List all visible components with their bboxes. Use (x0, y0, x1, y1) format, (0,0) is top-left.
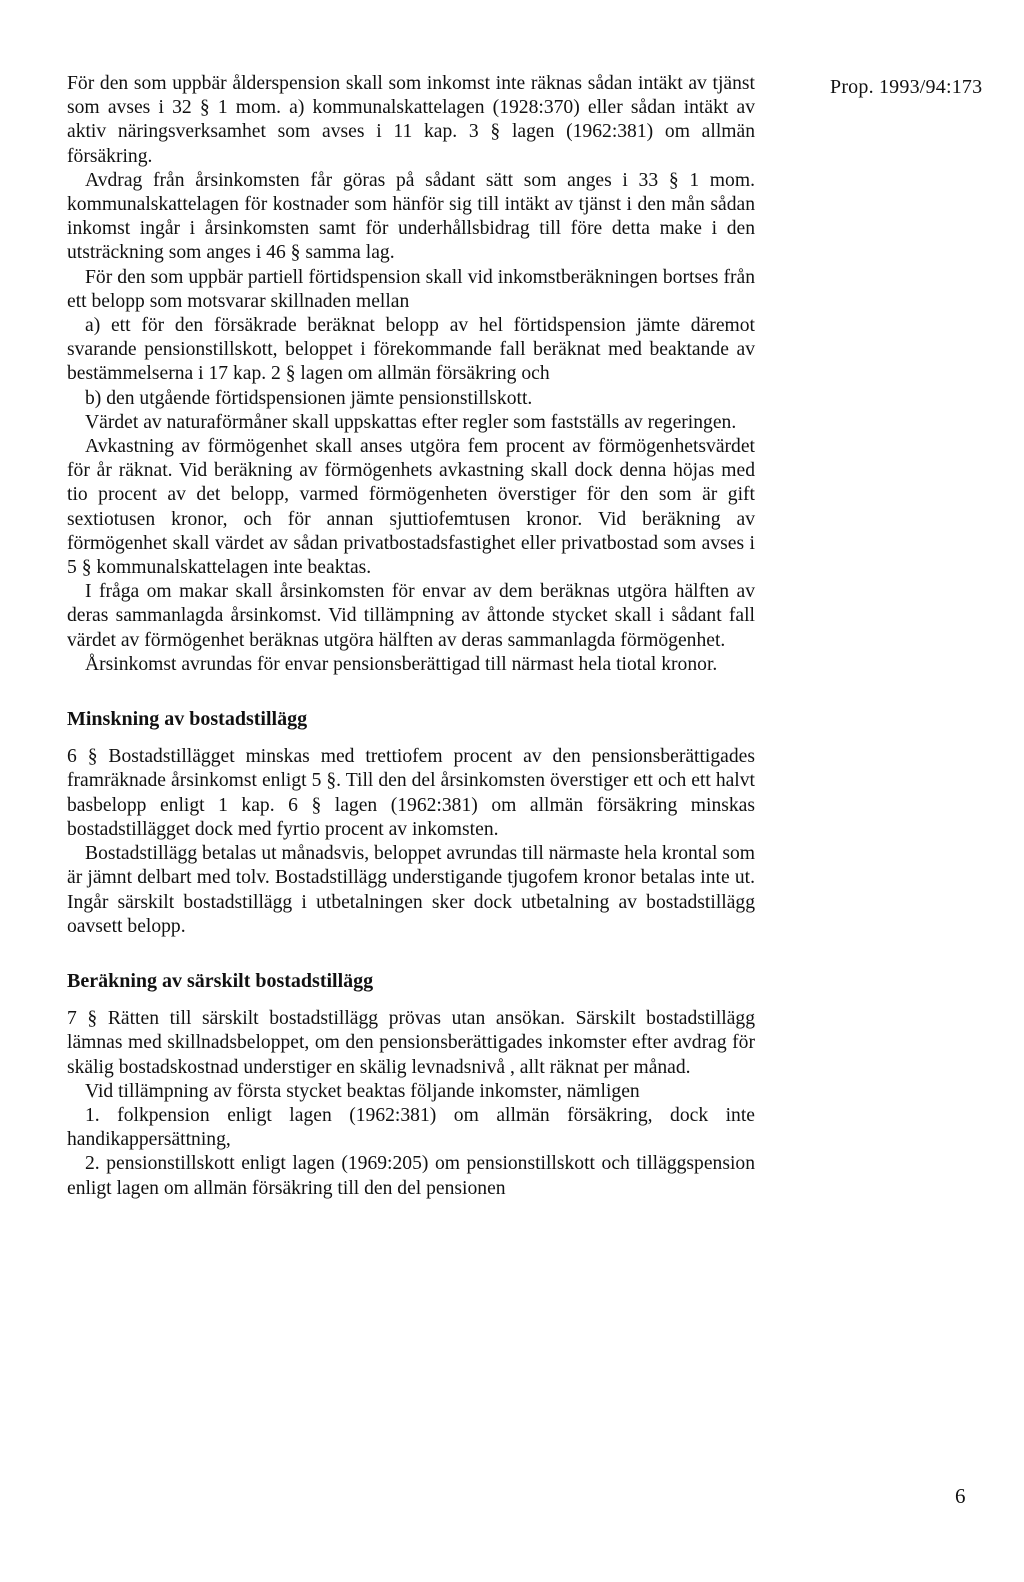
paragraph: Avkastning av förmögenhet skall anses utgöra fem procent av förmögenhetsvärdet för år räknat. Vid beräkning av förmögenhets avkastning skall dock denna höjas med tio procent av det belopp, varmed förmögenheten överstiger för den som är gift sextiotusen kronor, och för annan sjuttiofemtusen kronor. Vid beräkning av förmögenhet skall värdet av sådan privatbostadsfastighet eller privatbostad som avses i 5 § kommunalskattelagen inte beaktas. (67, 436, 755, 579)
paragraph: 7 § Rätten till särskilt bostadstillägg prövas utan ansökan. Särskilt bostadstillägg lämnas med skillnadsbeloppet, om den pensionsberättigades inkomster efter avdrag för skälig bostadskostnad understiger en skälig levnadsnivå , allt räknat per månad. (67, 1008, 755, 1078)
page-number: 6 (955, 1484, 966, 1508)
paragraph: Årsinkomst avrundas för envar pensionsberättigad till närmast hela tiotal kronor. (85, 653, 718, 675)
paragraph: I fråga om makar skall årsinkomsten för envar av dem beräknas utgöra hälften av deras sammanlagda årsinkomst. Vid tillämpning av åttonde stycket skall i sådant fall värdet av förmögenhet beräknas utgöra hälften av deras sammanlagda förmögenhet. (67, 581, 755, 651)
list-item: 1. folkpension enligt lagen (1962:381) om allmän försäkring, dock inte handikappersättning, (67, 1104, 755, 1151)
paragraph: 6 § Bostadstillägget minskas med trettiofem procent av den pensionsberättigades framräknade årsinkomst enligt 5 §. Till den del årsinkomsten överstiger ett och ett halvt basbelopp enligt 1 kap. 6 § lagen (1962:381) om allmän försäkring minskas bostadstillägget dock med fyrtio procent av inkomsten. (67, 746, 755, 840)
list-item: 2. pensionstillskott enligt lagen (1969:205) om pensionstillskott och tilläggspension enligt lagen om allmän försäkring till den del pensionen (67, 1153, 755, 1199)
section-heading-minskning: Minskning av bostadstillägg (67, 708, 308, 731)
paragraph: För den som uppbär ålderspension skall som inkomst inte räknas sådan intäkt av tjänst som avses i 32 § 1 mom. a) kommunalskattelagen (1928:370) eller sådan intäkt av aktiv näringsverksamhet som avses i 11 kap. 3 § lagen (1962:381) om allmän försäkring. (67, 73, 755, 167)
list-item: b) den utgående förtidspensionen jämte pensionstillskott. (85, 387, 533, 409)
paragraph: Vid tillämpning av första stycket beaktas följande inkomster, nämligen (85, 1080, 640, 1102)
section-heading-berakning: Beräkning av särskilt bostadstillägg (67, 969, 374, 992)
paragraph: Värdet av naturaförmåner skall uppskattas efter regler som fastställs av regeringen. (85, 411, 737, 433)
paragraph: Bostadstillägg betalas ut månadsvis, beloppet avrundas till närmaste hela krontal som är jämnt delbart med tolv. Bostadstillägg understigande tjugofem kronor betalas inte ut. Ingår särskilt bostadstillägg i utbetalningen sker dock utbetalning av bostadstillägg oavsett belopp. (67, 843, 755, 937)
document-body (67, 72, 755, 1201)
proposition-reference: Prop. 1993/94:173 (830, 76, 983, 98)
paragraph: För den som uppbär partiell förtidspension skall vid inkomstberäkningen bortses från ett belopp som motsvarar skillnaden mellan (67, 266, 755, 312)
list-item: a) ett för den försäkrade beräknat belopp av hel förtidspension jämte däremot svarande pensionstillskott, beloppet i förekommande fall beräknat med beaktande av bestämmelserna i 17 kap. 2 § lagen om allmän försäkring och (67, 315, 755, 385)
paragraph: Avdrag från årsinkomsten får göras på sådant sätt som anges i 33 § 1 mom. kommunalskattelagen för kostnader som hänför sig till intäkt av tjänst i den mån sådan inkomst ingår i årsinkomsten samt för underhållsbidrag till före detta make i den utsträckning som anges i 46 § samma lag. (67, 169, 755, 264)
